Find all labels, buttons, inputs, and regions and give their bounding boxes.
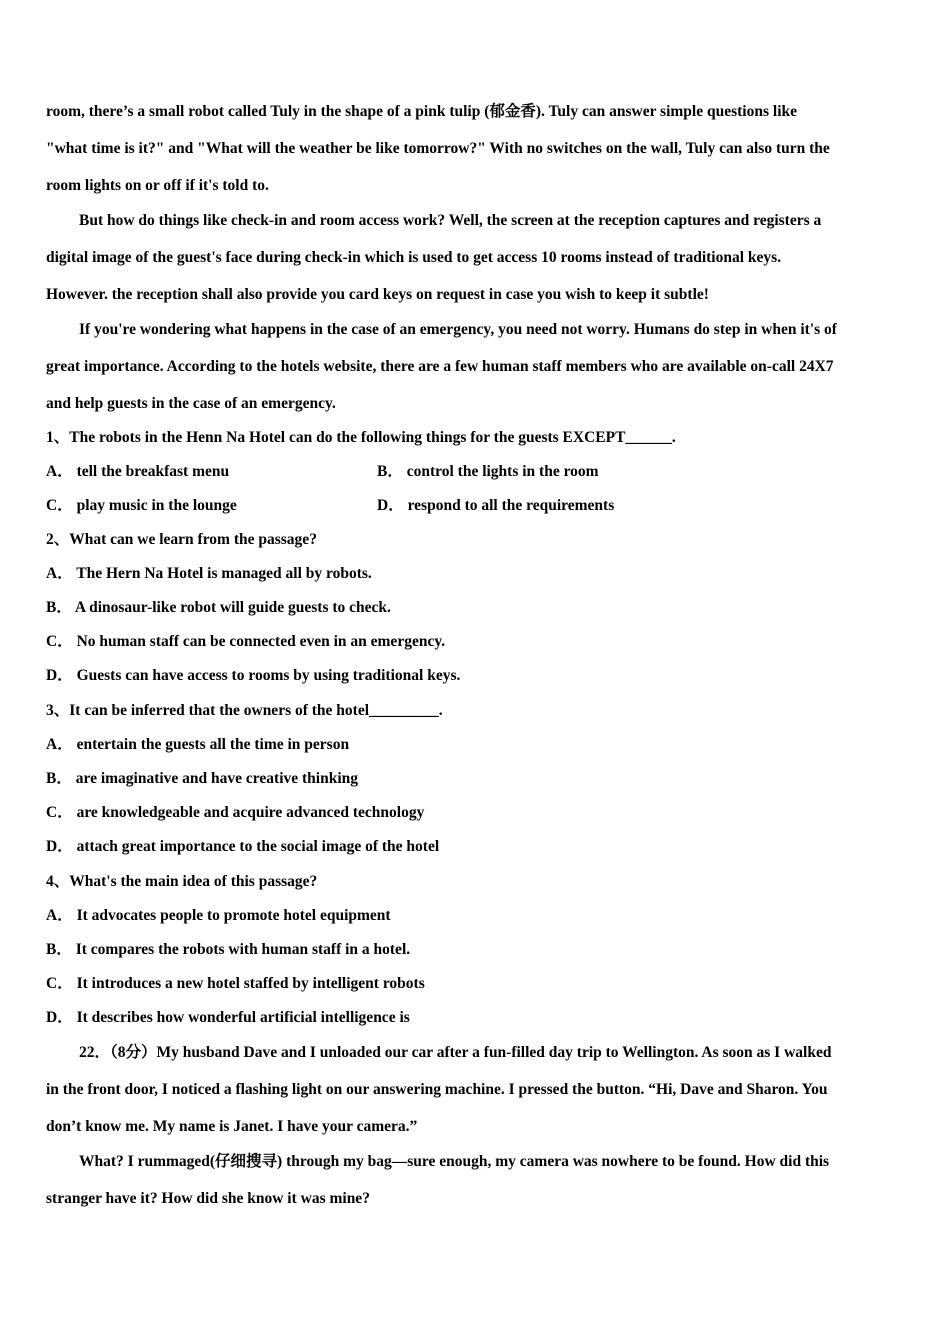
passage-line: room, there’s a small robot called Tuly in the shape of a pink tulip (郁金香). Tuly can answer simple questions like	[46, 103, 798, 120]
section-22-line: in the front door, I noticed a flashing light on our answering machine. I pressed the button. “Hi, Dave and Sharon. You	[46, 1081, 828, 1098]
question-1-option-a: A． tell the breakfast menu	[46, 463, 230, 480]
question-4-option-d: D． It describes how wonderful artificial intelligence is	[46, 1009, 410, 1026]
passage-line: room lights on or off if it's told to.	[46, 177, 269, 194]
question-1-option-d: D． respond to all the requirements	[377, 497, 615, 514]
question-3-option-d: D． attach great importance to the social image of the hotel	[46, 838, 440, 855]
question-3-stem: 3、It can be inferred that the owners of the hotel_________.	[46, 702, 443, 719]
passage-line: If you're wondering what happens in the case of an emergency, you need not worry. Humans do step in when it's of	[79, 321, 837, 338]
question-1-stem: 1、The robots in the Henn Na Hotel can do the following things for the guests EXCEPT______.	[46, 429, 676, 446]
passage-line: "what time is it?" and "What will the weather be like tomorrow?" With no switches on the wall, Tuly can also turn the	[46, 140, 830, 157]
question-4-option-b: B． It compares the robots with human staff in a hotel.	[46, 941, 411, 958]
section-22-line: don’t know me. My name is Janet. I have your camera.”	[46, 1118, 418, 1135]
section-22-line: What? I rummaged(仔细搜寻) through my bag—sure enough, my camera was nowhere to be found. How did this	[79, 1153, 830, 1170]
question-1-option-b: B． control the lights in the room	[377, 463, 599, 480]
question-1-option-c: C． play music in the lounge	[46, 497, 237, 514]
question-2-option-b: B． A dinosaur-like robot will guide guests to check.	[46, 599, 391, 616]
question-3-option-a: A． entertain the guests all the time in person	[46, 736, 350, 753]
question-2-option-c: C． No human staff can be connected even in an emergency.	[46, 633, 446, 650]
question-3-option-b: B． are imaginative and have creative thinking	[46, 770, 359, 787]
passage-line: However. the reception shall also provide you card keys on request in case you wish to keep it subtle!	[46, 286, 709, 303]
question-2-option-d: D． Guests can have access to rooms by using traditional keys.	[46, 667, 461, 684]
passage-line: But how do things like check-in and room access work? Well, the screen at the reception captures and registers a	[79, 212, 822, 229]
passage-line: digital image of the guest's face during check-in which is used to get access 10 rooms instead of traditional keys.	[46, 249, 782, 266]
passage-line: great importance. According to the hotels website, there are a few human staff members who are available on-call 24X7	[46, 358, 834, 375]
question-2-option-a: A． The Hern Na Hotel is managed all by robots.	[46, 565, 372, 582]
question-4-option-c: C． It introduces a new hotel staffed by intelligent robots	[46, 975, 425, 992]
section-22-line: stranger have it? How did she know it was mine?	[46, 1190, 370, 1207]
question-4-stem: 4、What's the main idea of this passage?	[46, 873, 318, 890]
question-4-option-a: A． It advocates people to promote hotel equipment	[46, 907, 391, 924]
passage-line: and help guests in the case of an emergency.	[46, 395, 336, 412]
section-22-line: 22．（8分）My husband Dave and I unloaded our car after a fun-filled day trip to Wellington. As soon as I walked	[79, 1044, 832, 1061]
question-2-stem: 2、What can we learn from the passage?	[46, 531, 317, 548]
question-3-option-c: C． are knowledgeable and acquire advanced technology	[46, 804, 425, 821]
